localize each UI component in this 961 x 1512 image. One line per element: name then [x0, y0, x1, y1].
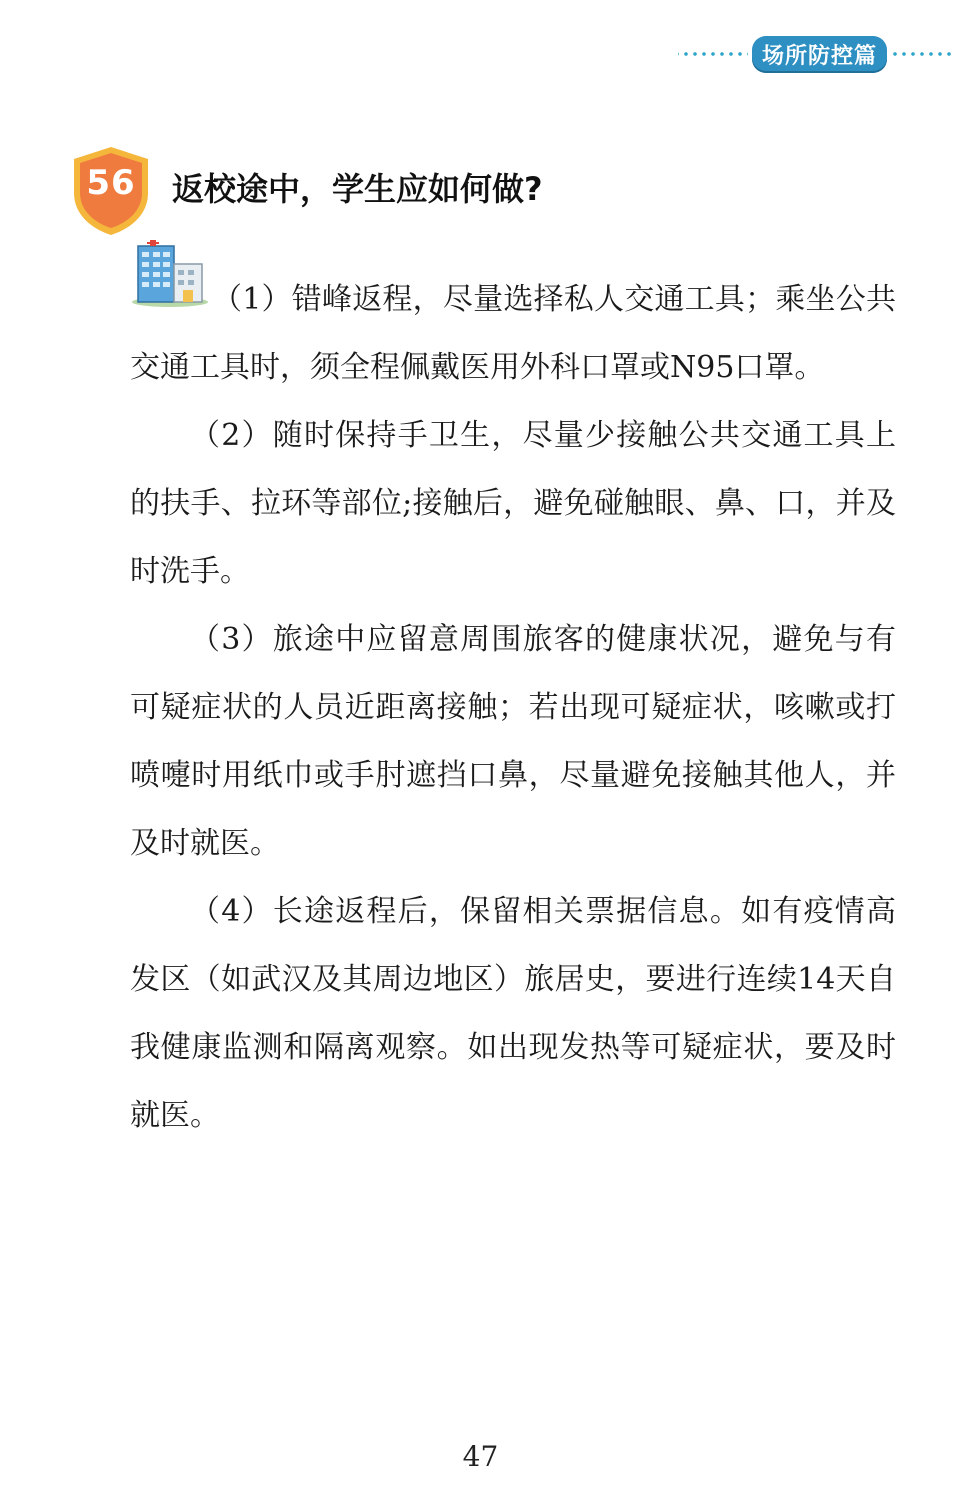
section-tag: 场所防控篇	[752, 36, 887, 73]
paragraph-4: （4）长途返程后，保留相关票据信息。如有疫情高发区（如武汉及其周边地区）旅居史，要进行连续14天自我健康监测和隔离观察。如出现发热等可疑症状，要及时就医。	[130, 894, 896, 1133]
question-number: 56	[86, 163, 136, 203]
section-header	[661, 34, 961, 74]
page-number: 47	[462, 1440, 499, 1473]
paragraph-2: （2）随时保持手卫生，尽量少接触公共交通工具上的扶手、拉环等部位;接触后，避免碰触眼、鼻、口，并及时洗手。	[130, 418, 896, 589]
question-title: 返校途中，学生应如何做?	[172, 170, 543, 208]
paragraph-3: （3）旅途中应留意周围旅客的健康状况，避免与有可疑症状的人员近距离接触；若出现可疑症状，咳嗽或打喷嚏时用纸巾或手肘遮挡口鼻，尽量避免接触其他人，并及时就医。	[130, 622, 896, 861]
answer-body	[130, 266, 896, 1150]
dotted-line-left	[678, 52, 748, 56]
dotted-line-right	[891, 52, 953, 56]
question-badge	[70, 145, 152, 237]
paragraph-1: （1）错峰返程，尽量选择私人交通工具；乘坐公共交通工具时，须全程佩戴医用外科口罩或N95口罩。	[130, 282, 896, 385]
